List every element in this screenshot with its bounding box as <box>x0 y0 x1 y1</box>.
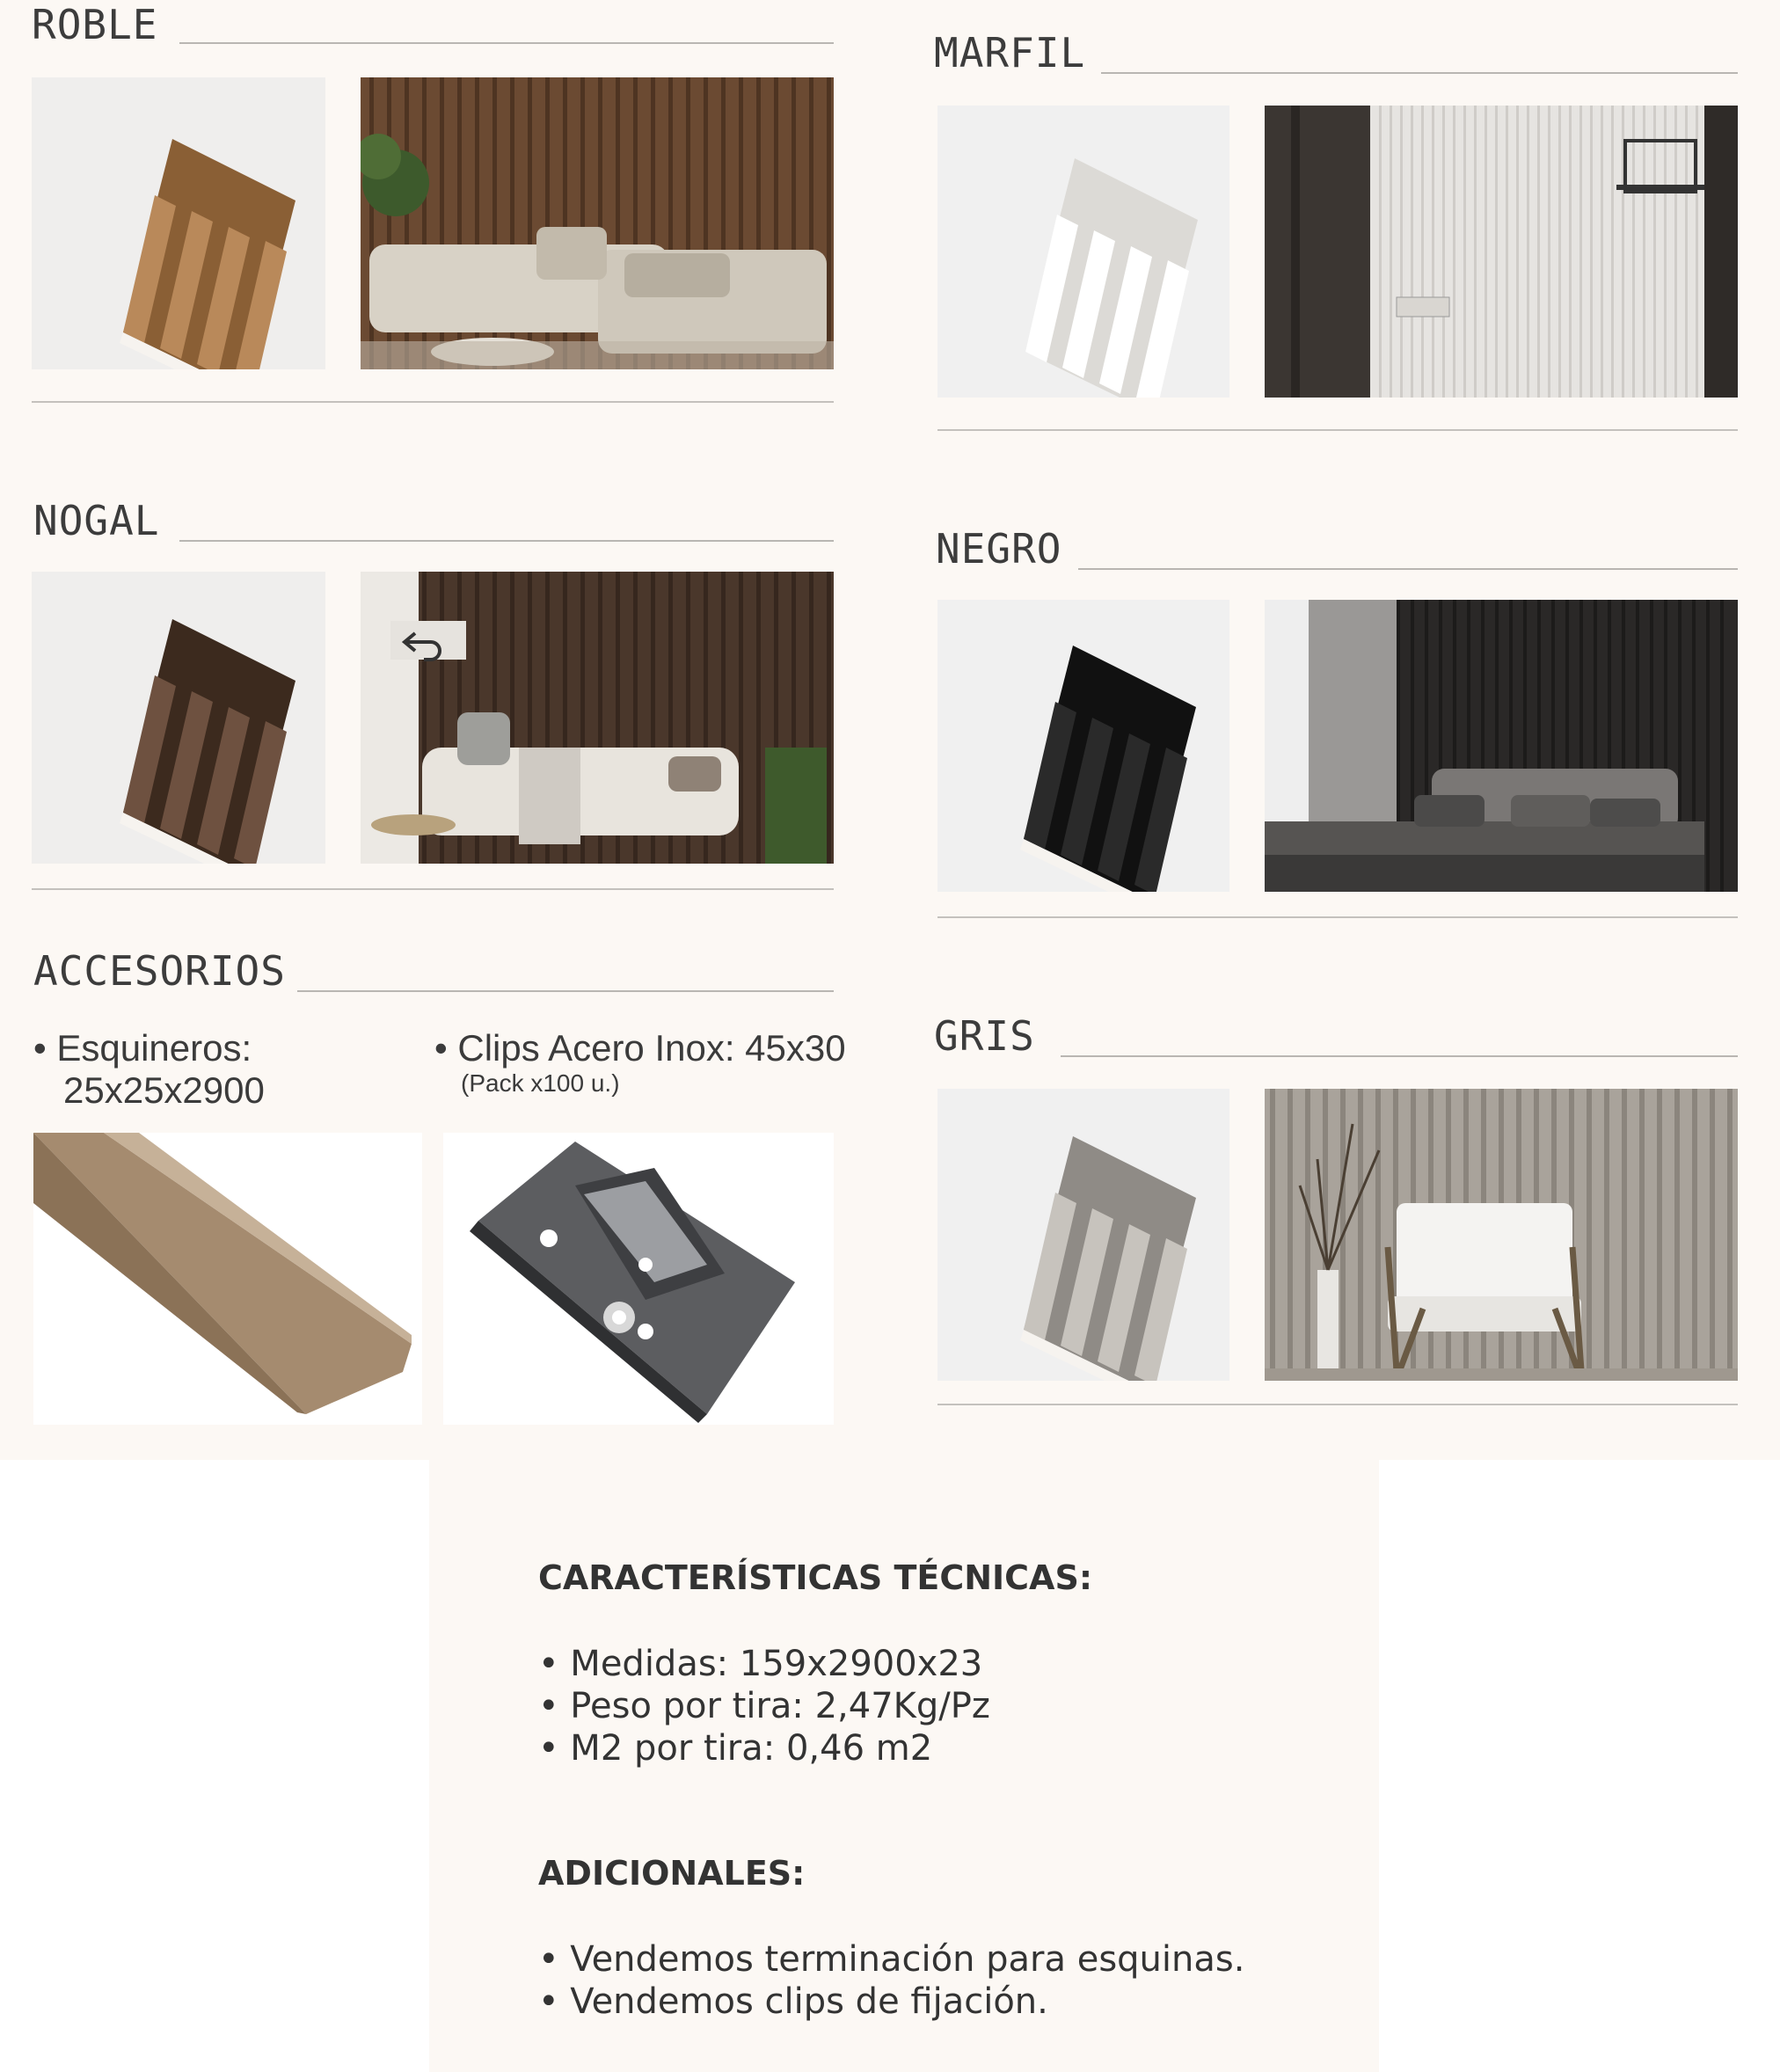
esquineros-size: 25x25x2900 <box>63 1069 265 1111</box>
clips-label: • Clips Acero Inox: 45x30 <box>434 1027 846 1069</box>
section-title-accesorios: ACCESORIOS <box>33 947 286 995</box>
additional-heading: ADICIONALES: <box>538 1854 806 1893</box>
gris-room-photo <box>1265 1089 1738 1381</box>
additional-list <box>538 1938 1244 2023</box>
section-divider <box>32 401 834 403</box>
section-divider <box>32 888 834 890</box>
section-title-nogal: NOGAL <box>33 497 160 544</box>
clips-pack-note: (Pack x100 u.) <box>461 1069 620 1097</box>
section-gris <box>934 1011 1738 1407</box>
negro-panel-thumbnail <box>937 600 1229 892</box>
section-negro <box>936 524 1738 920</box>
gris-panel-thumbnail <box>937 1089 1229 1381</box>
title-rule <box>1061 1055 1738 1057</box>
section-divider <box>937 916 1738 918</box>
section-title-negro: NEGRO <box>936 525 1062 573</box>
section-marfil <box>934 28 1738 433</box>
roble-room-photo <box>361 77 834 369</box>
tech-heading: CARACTERÍSTICAS TÉCNICAS: <box>538 1558 1093 1597</box>
nogal-panel-thumbnail <box>32 572 325 864</box>
list-item: • Vendemos terminación para esquinas. <box>538 1939 1245 1980</box>
section-divider <box>937 429 1738 431</box>
list-item: • Vendemos clips de fijación. <box>538 1981 1048 2022</box>
section-accesorios <box>33 946 846 1430</box>
title-rule <box>297 990 834 992</box>
esquineros-label: • Esquineros: <box>33 1027 252 1069</box>
list-item: • Peso por tira: 2,47Kg/Pz <box>538 1686 990 1726</box>
marfil-room-photo <box>1265 106 1738 398</box>
section-title-roble: ROBLE <box>32 1 158 48</box>
tech-specs-list <box>538 1643 990 1769</box>
esquinero-corner-profile-image <box>33 1133 422 1425</box>
title-rule <box>1078 568 1738 570</box>
list-item: • M2 por tira: 0,46 m2 <box>538 1728 933 1769</box>
section-title-gris: GRIS <box>934 1012 1035 1060</box>
section-title-marfil: MARFIL <box>934 29 1086 77</box>
technical-specs-panel <box>429 1460 1379 2072</box>
title-rule <box>1101 72 1738 74</box>
section-divider <box>937 1404 1738 1405</box>
title-rule <box>179 540 834 542</box>
list-item: • Medidas: 159x2900x23 <box>538 1644 983 1684</box>
section-roble <box>32 0 834 405</box>
roble-panel-thumbnail <box>32 77 325 369</box>
title-rule <box>179 42 834 44</box>
nogal-room-photo <box>361 572 834 864</box>
negro-room-photo <box>1265 600 1738 892</box>
marfil-panel-thumbnail <box>937 106 1229 398</box>
section-nogal <box>33 496 834 892</box>
clip-acero-inox-image <box>443 1133 834 1425</box>
